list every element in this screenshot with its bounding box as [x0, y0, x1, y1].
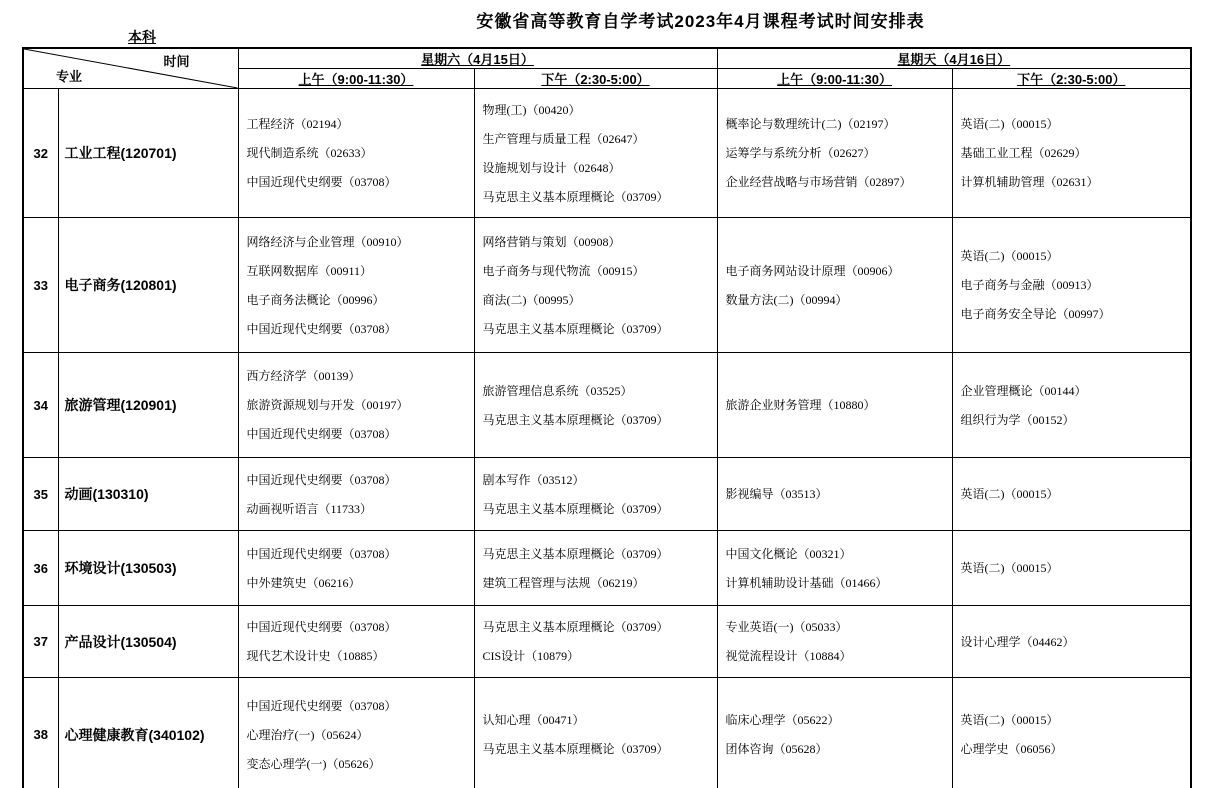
- course-item: 认知心理（00471）: [482, 713, 585, 728]
- course-item: 互联网数据库（00911）: [246, 263, 373, 278]
- course-item: 剧本写作（03512）: [482, 472, 585, 487]
- course-item: 电子商务法概论（00996）: [246, 292, 385, 307]
- session-cell-sun-pm: [952, 218, 1191, 353]
- course-list: [953, 383, 1191, 428]
- session-cell-sat-am: [238, 353, 474, 458]
- course-item: 商法(二)（00995）: [482, 292, 581, 307]
- course-item: 影视编导（03513）: [725, 487, 828, 501]
- session-cell-sun-am: [717, 353, 952, 458]
- session-header-sat-am: [238, 69, 474, 89]
- session-cell-sat-am: [238, 531, 474, 606]
- course-list: [953, 560, 1191, 576]
- course-item: 计算机辅助管理（02631）: [960, 175, 1099, 189]
- course-item: 西方经济学（00139）: [246, 369, 361, 383]
- session-cell-sat-am: [238, 218, 474, 353]
- course-item: 中国近现代史纲要（03708）: [246, 698, 397, 713]
- table-body: [23, 89, 1191, 788]
- session-cell-sun-am: [717, 458, 952, 531]
- row-number: 33: [23, 218, 58, 353]
- session-cell-sat-am: [238, 678, 474, 788]
- session-cell-sun-pm: [952, 678, 1191, 788]
- course-list: [718, 486, 952, 502]
- major-name: 心理健康教育(340102): [58, 678, 238, 788]
- course-item: 设计心理学（04462）: [960, 634, 1075, 649]
- course-list: [953, 634, 1191, 650]
- course-item: 临床心理学（05622）: [725, 713, 840, 728]
- session-header-sun-am: [717, 69, 952, 89]
- course-list: [953, 712, 1191, 757]
- course-item: 企业经营战略与市场营销（02897）: [725, 175, 912, 189]
- course-item: 马克思主义基本原理概论（03709）: [482, 546, 669, 561]
- session-header-sun-pm: [952, 69, 1191, 89]
- major-name: 旅游管理(120901): [58, 353, 238, 458]
- course-list: [239, 472, 474, 517]
- session-cell-sun-pm: [952, 531, 1191, 606]
- major-name: 工业工程(120701): [58, 89, 238, 218]
- session-cell-sat-pm: [474, 678, 717, 788]
- course-item: 企业管理概论（00144）: [960, 383, 1087, 398]
- course-item: 网络营销与策划（00908）: [482, 234, 621, 249]
- row-number: 37: [23, 606, 58, 678]
- course-item: 中国文化概论（00321）: [725, 546, 852, 561]
- course-list: [718, 619, 952, 664]
- course-item: 网络经济与企业管理（00910）: [246, 234, 409, 249]
- day-header-saturday-label: 星期六（4月15日）: [421, 52, 534, 67]
- course-list: [475, 102, 717, 205]
- major-name: 动画(130310): [58, 458, 238, 531]
- course-item: 中外建筑史（06216）: [246, 575, 361, 590]
- course-item: 中国近现代史纲要（03708）: [246, 620, 397, 634]
- session-cell-sat-am: [238, 606, 474, 678]
- course-list: [239, 698, 474, 772]
- major-row: [23, 606, 1191, 678]
- course-item: 电子商务网站设计原理（00906）: [725, 263, 900, 278]
- course-list: [475, 383, 717, 428]
- session-cell-sat-pm: [474, 458, 717, 531]
- course-item: 中国近现代史纲要（03708）: [246, 321, 397, 336]
- session-cell-sat-am: [238, 458, 474, 531]
- day-header-sunday-label: 星期天（4月16日）: [897, 52, 1011, 67]
- course-item: 电子商务与现代物流（00915）: [482, 263, 645, 278]
- session-cell-sun-am: [717, 218, 952, 353]
- table-header: [23, 48, 1191, 89]
- course-list: [475, 546, 717, 591]
- course-item: 旅游管理信息系统（03525）: [482, 383, 633, 398]
- course-item: 中国近现代史纲要（03708）: [246, 175, 397, 189]
- day-header-sunday: [717, 48, 1191, 69]
- course-list: [475, 712, 717, 757]
- course-item: 计算机辅助设计基础（01466）: [725, 575, 888, 590]
- course-item: 组织行为学（00152）: [960, 412, 1075, 427]
- course-list: [239, 368, 474, 442]
- course-list: [239, 546, 474, 591]
- session-cell-sat-pm: [474, 606, 717, 678]
- course-item: 马克思主义基本原理概论（03709）: [482, 501, 669, 516]
- course-list: [718, 263, 952, 308]
- session-cell-sun-pm: [952, 606, 1191, 678]
- course-item: 旅游资源规划与开发（00197）: [246, 398, 409, 412]
- session-cell-sat-am: [238, 89, 474, 218]
- session-header-sat-pm-label: 下午（2:30-5:00）: [541, 72, 650, 87]
- course-list: [239, 116, 474, 190]
- course-list: [239, 619, 474, 664]
- session-cell-sun-pm: [952, 353, 1191, 458]
- course-list: [718, 546, 952, 591]
- course-item: 基础工业工程（02629）: [960, 146, 1087, 160]
- session-cell-sat-pm: [474, 353, 717, 458]
- day-header-row: [23, 48, 1191, 69]
- course-item: 现代艺术设计史（10885）: [246, 649, 385, 663]
- session-header-sun-pm-label: 下午（2:30-5:00）: [1017, 72, 1126, 87]
- course-item: 生产管理与质量工程（02647）: [482, 131, 645, 146]
- course-item: 中国近现代史纲要（03708）: [246, 546, 397, 561]
- major-row: [23, 89, 1191, 218]
- course-item: 物理(工)（00420）: [482, 102, 581, 117]
- course-item: 马克思主义基本原理概论（03709）: [482, 412, 669, 427]
- session-cell-sun-am: [717, 531, 952, 606]
- course-item: 马克思主义基本原理概论（03709）: [482, 321, 669, 336]
- course-list: [475, 619, 717, 664]
- course-item: 中国近现代史纲要（03708）: [246, 427, 397, 441]
- course-item: 动画视听语言（11733）: [246, 501, 373, 516]
- course-item: 英语(二)（00015）: [960, 713, 1059, 728]
- course-item: 中国近现代史纲要（03708）: [246, 472, 397, 487]
- row-number: 34: [23, 353, 58, 458]
- course-list: [718, 712, 952, 757]
- course-item: 概率论与数理统计(二)（02197）: [725, 117, 896, 131]
- day-header-saturday: [238, 48, 717, 69]
- row-number: 36: [23, 531, 58, 606]
- course-item: 英语(二)（00015）: [960, 249, 1059, 263]
- course-item: 马克思主义基本原理概论（03709）: [482, 742, 669, 757]
- course-item: 团体咨询（05628）: [725, 742, 828, 757]
- course-item: 现代制造系统（02633）: [246, 146, 373, 160]
- course-item: 设施规划与设计（02648）: [482, 160, 621, 175]
- course-item: 英语(二)（00015）: [960, 117, 1059, 131]
- course-item: 工程经济（02194）: [246, 117, 349, 131]
- session-cell-sun-am: [717, 606, 952, 678]
- course-item: 建筑工程管理与法规（06219）: [482, 575, 645, 590]
- page-title: 安徽省高等教育自学考试2023年4月课程考试时间安排表: [476, 12, 925, 31]
- major-name: 产品设计(130504): [58, 606, 238, 678]
- session-cell-sun-pm: [952, 458, 1191, 531]
- major-row: [23, 218, 1191, 353]
- major-row: [23, 353, 1191, 458]
- course-item: 心理治疗(一)（05624）: [246, 727, 369, 742]
- course-list: [475, 472, 717, 517]
- course-list: [475, 234, 717, 337]
- row-number: 35: [23, 458, 58, 531]
- course-item: 数量方法(二)（00994）: [725, 292, 848, 307]
- course-item: 运筹学与系统分析（02627）: [725, 146, 876, 160]
- course-item: 旅游企业财务管理（10880）: [725, 398, 876, 412]
- major-name: 电子商务(120801): [58, 218, 238, 353]
- session-cell-sat-pm: [474, 531, 717, 606]
- session-header-sat-am-label: 上午（9:00-11:30）: [298, 72, 414, 87]
- session-cell-sun-am: [717, 678, 952, 788]
- course-item: 专业英语(一)（05033）: [725, 620, 848, 634]
- section-label: 本科: [128, 29, 156, 45]
- session-header-sun-am-label: 上午（9:00-11:30）: [777, 72, 892, 87]
- major-name: 环境设计(130503): [58, 531, 238, 606]
- course-list: [953, 116, 1191, 190]
- corner-header-cell: [23, 48, 238, 89]
- course-item: 马克思主义基本原理概论（03709）: [482, 189, 669, 204]
- course-item: CIS设计（10879）: [482, 649, 580, 663]
- course-item: 英语(二)（00015）: [960, 487, 1059, 501]
- course-list: [953, 248, 1191, 322]
- course-item: 变态心理学(一)（05626）: [246, 756, 381, 771]
- course-list: [718, 397, 952, 413]
- session-cell-sat-pm: [474, 218, 717, 353]
- session-cell-sat-pm: [474, 89, 717, 218]
- course-list: [718, 116, 952, 190]
- row-number: 38: [23, 678, 58, 788]
- corner-label-time: 时间: [163, 54, 190, 69]
- course-item: 电子商务安全导论（00997）: [960, 307, 1111, 321]
- course-list: [953, 486, 1191, 502]
- session-cell-sun-am: [717, 89, 952, 218]
- course-item: 英语(二)（00015）: [960, 561, 1059, 575]
- major-row: [23, 678, 1191, 788]
- session-header-sat-pm: [474, 69, 717, 89]
- course-item: 心理学史（06056）: [960, 742, 1063, 757]
- major-row: [23, 531, 1191, 606]
- course-item: 电子商务与金融（00913）: [960, 278, 1099, 292]
- course-item: 马克思主义基本原理概论（03709）: [482, 620, 669, 634]
- exam-schedule-table: [22, 47, 1192, 788]
- session-cell-sun-pm: [952, 89, 1191, 218]
- course-list: [239, 234, 474, 337]
- course-item: 视觉流程设计（10884）: [725, 649, 852, 663]
- major-row: [23, 458, 1191, 531]
- row-number: 32: [23, 89, 58, 218]
- corner-label-major: 专业: [56, 69, 83, 84]
